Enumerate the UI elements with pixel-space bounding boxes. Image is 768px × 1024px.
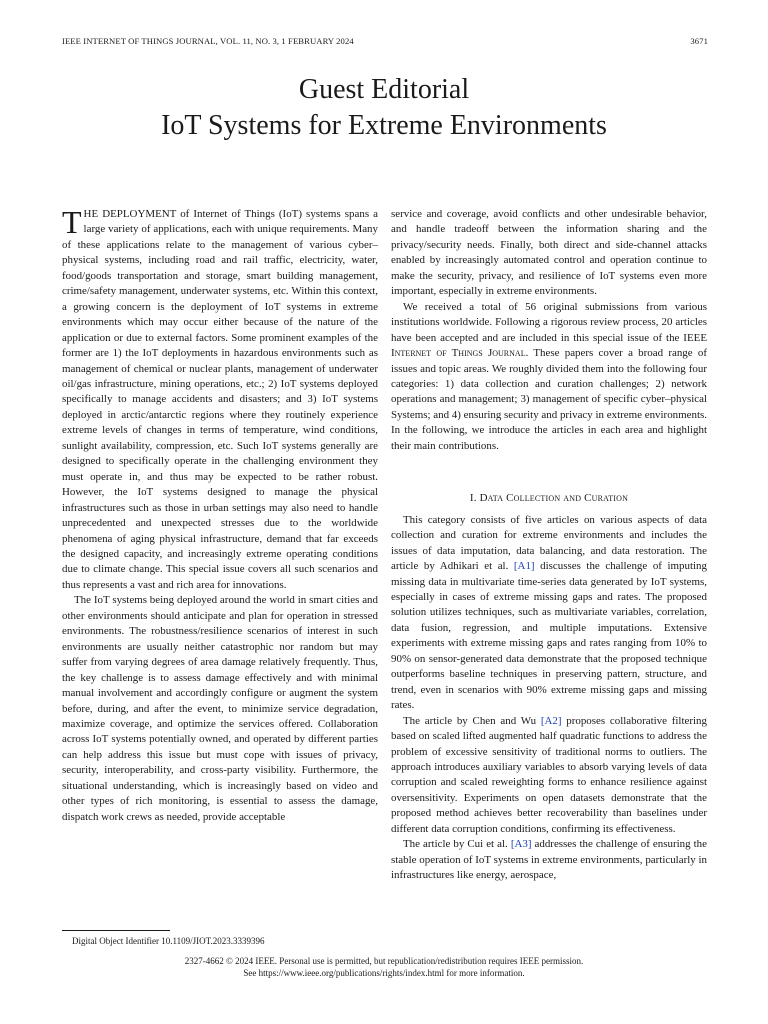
- journal-header: IEEE INTERNET OF THINGS JOURNAL, VOL. 11, NO. 3, 1 FEBRUARY 2024: [62, 36, 354, 46]
- copyright-line-1: 2327-4662 © 2024 IEEE. Personal use is permitted, but republication/redistribution requires IEEE permission.: [184, 956, 584, 966]
- section-heading-data-collection: I. Data Collection and Curation: [469, 492, 629, 505]
- right-column: [391, 207, 707, 884]
- intro-lead-words: HE DEPLOYMENT: [83, 208, 177, 220]
- reference-link-a1[interactable]: [A1]: [513, 560, 535, 573]
- paragraph-intro: [62, 204, 379, 593]
- journal-name: Internet of Things Journal: [391, 347, 526, 360]
- page-number: 3671: [690, 36, 708, 46]
- copyright-notice: [0, 956, 768, 979]
- doi-footnote: Digital Object Identifier 10.1109/JIOT.2023.3339396: [72, 936, 265, 946]
- running-head: [62, 36, 708, 46]
- reference-link-a2[interactable]: [A2]: [540, 714, 562, 727]
- paragraph-cui: The article by Cui et al. [A3] addresses the challenge of ensuring the stable operation of IoT systems in extreme environments, particularly in infrastructures like energy, aerospace,: [391, 838, 707, 882]
- title-line-1: Guest Editorial: [298, 74, 470, 105]
- copyright-line-2: See https://www.ieee.org/publications/rights/index.html for more information.: [243, 967, 525, 978]
- paragraph-adhikari: This category consists of five articles on various aspects of data collection and curation for extreme environments and includes the issues of data imputation, data balancing, and data restoration. The article by Adhikari et al. [A1] discusses the challenge of imputing missing data in multivariate time-series data generated by IoT systems, especially in cases of extreme missing gaps and rates. The proposed solution utilizes techniques, such as multivariate variables, correlation, data fusion, regression, and multiple imputations. Extensive experiments with extreme missing gaps and rates ranging from 10% to 90% on sensor-generated data demonstrate that the proposed technique outperforms baseline techniques in preserving pattern, structure, and trend, even in scenarios with 90% extreme missing gaps and missing rates.: [391, 513, 707, 712]
- left-column: [62, 204, 379, 825]
- drop-cap: T: [62, 204, 82, 240]
- paragraph-submissions: We received a total of 56 original submissions from various institutions worldwide. Following a rigorous review process, 20 articles have been accepted and are included in this special issue of the IEEE Internet of Things Journal. These papers cover a broad range of issues and topic areas. We roughly divided them into the following four categories: 1) data collection and curation challenges; 2) network operations and management; 3) management of specific cyber–physical Systems; and 4) ensuring security and privacy in extreme environments. In the following, we introduce the articles in each area and highlight their main contributions.: [391, 300, 707, 452]
- footnote-divider: [62, 930, 170, 931]
- article-title: [0, 72, 768, 144]
- title-line-2: IoT Systems for Extreme Environments: [161, 110, 607, 141]
- paragraph-chen-wu: The article by Chen and Wu [A2] proposes collaborative filtering based on scaled lifted augmented half quadratic functions to address the problem of excessive sensitivity of traditional norms to outliers. The approach introduces auxiliary variables to absorb varying levels of data corruption and scaled reweighting forms to enhance resilience against oversensitivity. Experiments on open datasets demonstrate that the proposed method achieves better recoverability than baselines under different data corruption conditions, confirming its effectiveness.: [391, 714, 707, 835]
- paragraph-continuation: service and coverage, avoid conflicts and other undesirable behavior, and handle tradeoff between the information sharing and the privacy/security needs. Finally, both direct and side-channel attacks enabled by increasingly automated control and operation continue to make the security, privacy, and resilience of IoT systems even more important, especially in extreme environments.: [391, 208, 707, 298]
- paragraph-stressed-environments: The IoT systems being deployed around the world in smart cities and other environments should anticipate and plan for operation in stressed environments. The robustness/resilience scenarios of interest in such environments are usually neither catastrophic nor random but may suffer from varying degrees of area damage relatively frequently. Thus, the key challenge is to assess damage effectively and with minimal manual involvement and accordingly configure or augment the system before, during, and after the event, to minimize service degradation, maximize coverage, and optimize the services offered. Collaboration across IoT systems potentially owned, and operated by different parties can help address this issue but must cope with issues of privacy, security, interoperability, and cross-party visibility. Furthermore, the situational understanding, which is increasingly based on video and other types of rich monitoring, is essential to assess the damage, dispatch work crews as needed, provide acceptable: [62, 594, 378, 823]
- reference-link-a3[interactable]: [A3]: [510, 838, 532, 851]
- intro-text: of Internet of Things (IoT) systems spans a large variety of applications, each with unique requirements. Many of these applications relate to the management of various cyber–physical systems, including road and rail traffic, electricity, water, food/goods transportation and storage, smart building management, crime/safety management, underwater systems, etc. Within this context, a growing concern is the deployment of IoT systems in extreme environments which may occur either because of the nature of the application or due to external factors. Some prominent examples of the former are 1) the IoT deployments in hazardous environments such as management of chemical or nuclear plants, management of underwater oil/gas infrastructure, mining operations, etc.; 2) IoT systems deployed specifically to manage accidents and disasters; and 3) IoT systems deployed in arctic/antarctic regions where they routinely experience extreme levels of changes in terms of temperature, wind conditions, sunlight availability, compression, etc. Such IoT systems generally are designed to specifically operate in the challenging environment they must operate in, and thus may be expected to be rather robust. However, the IoT systems designed to manage the physical infrastructures such as those in urban settings may also need to handle unprecedented and unexpected stresses due to the worldwide phenomena of aging physical infrastructure, demand that far exceeds the designed capacity, and increasingly extreme operating conditions due to climate change. This special issue covers all such scenarios and thus represents a vast and rich area for innovations.: [62, 208, 379, 591]
